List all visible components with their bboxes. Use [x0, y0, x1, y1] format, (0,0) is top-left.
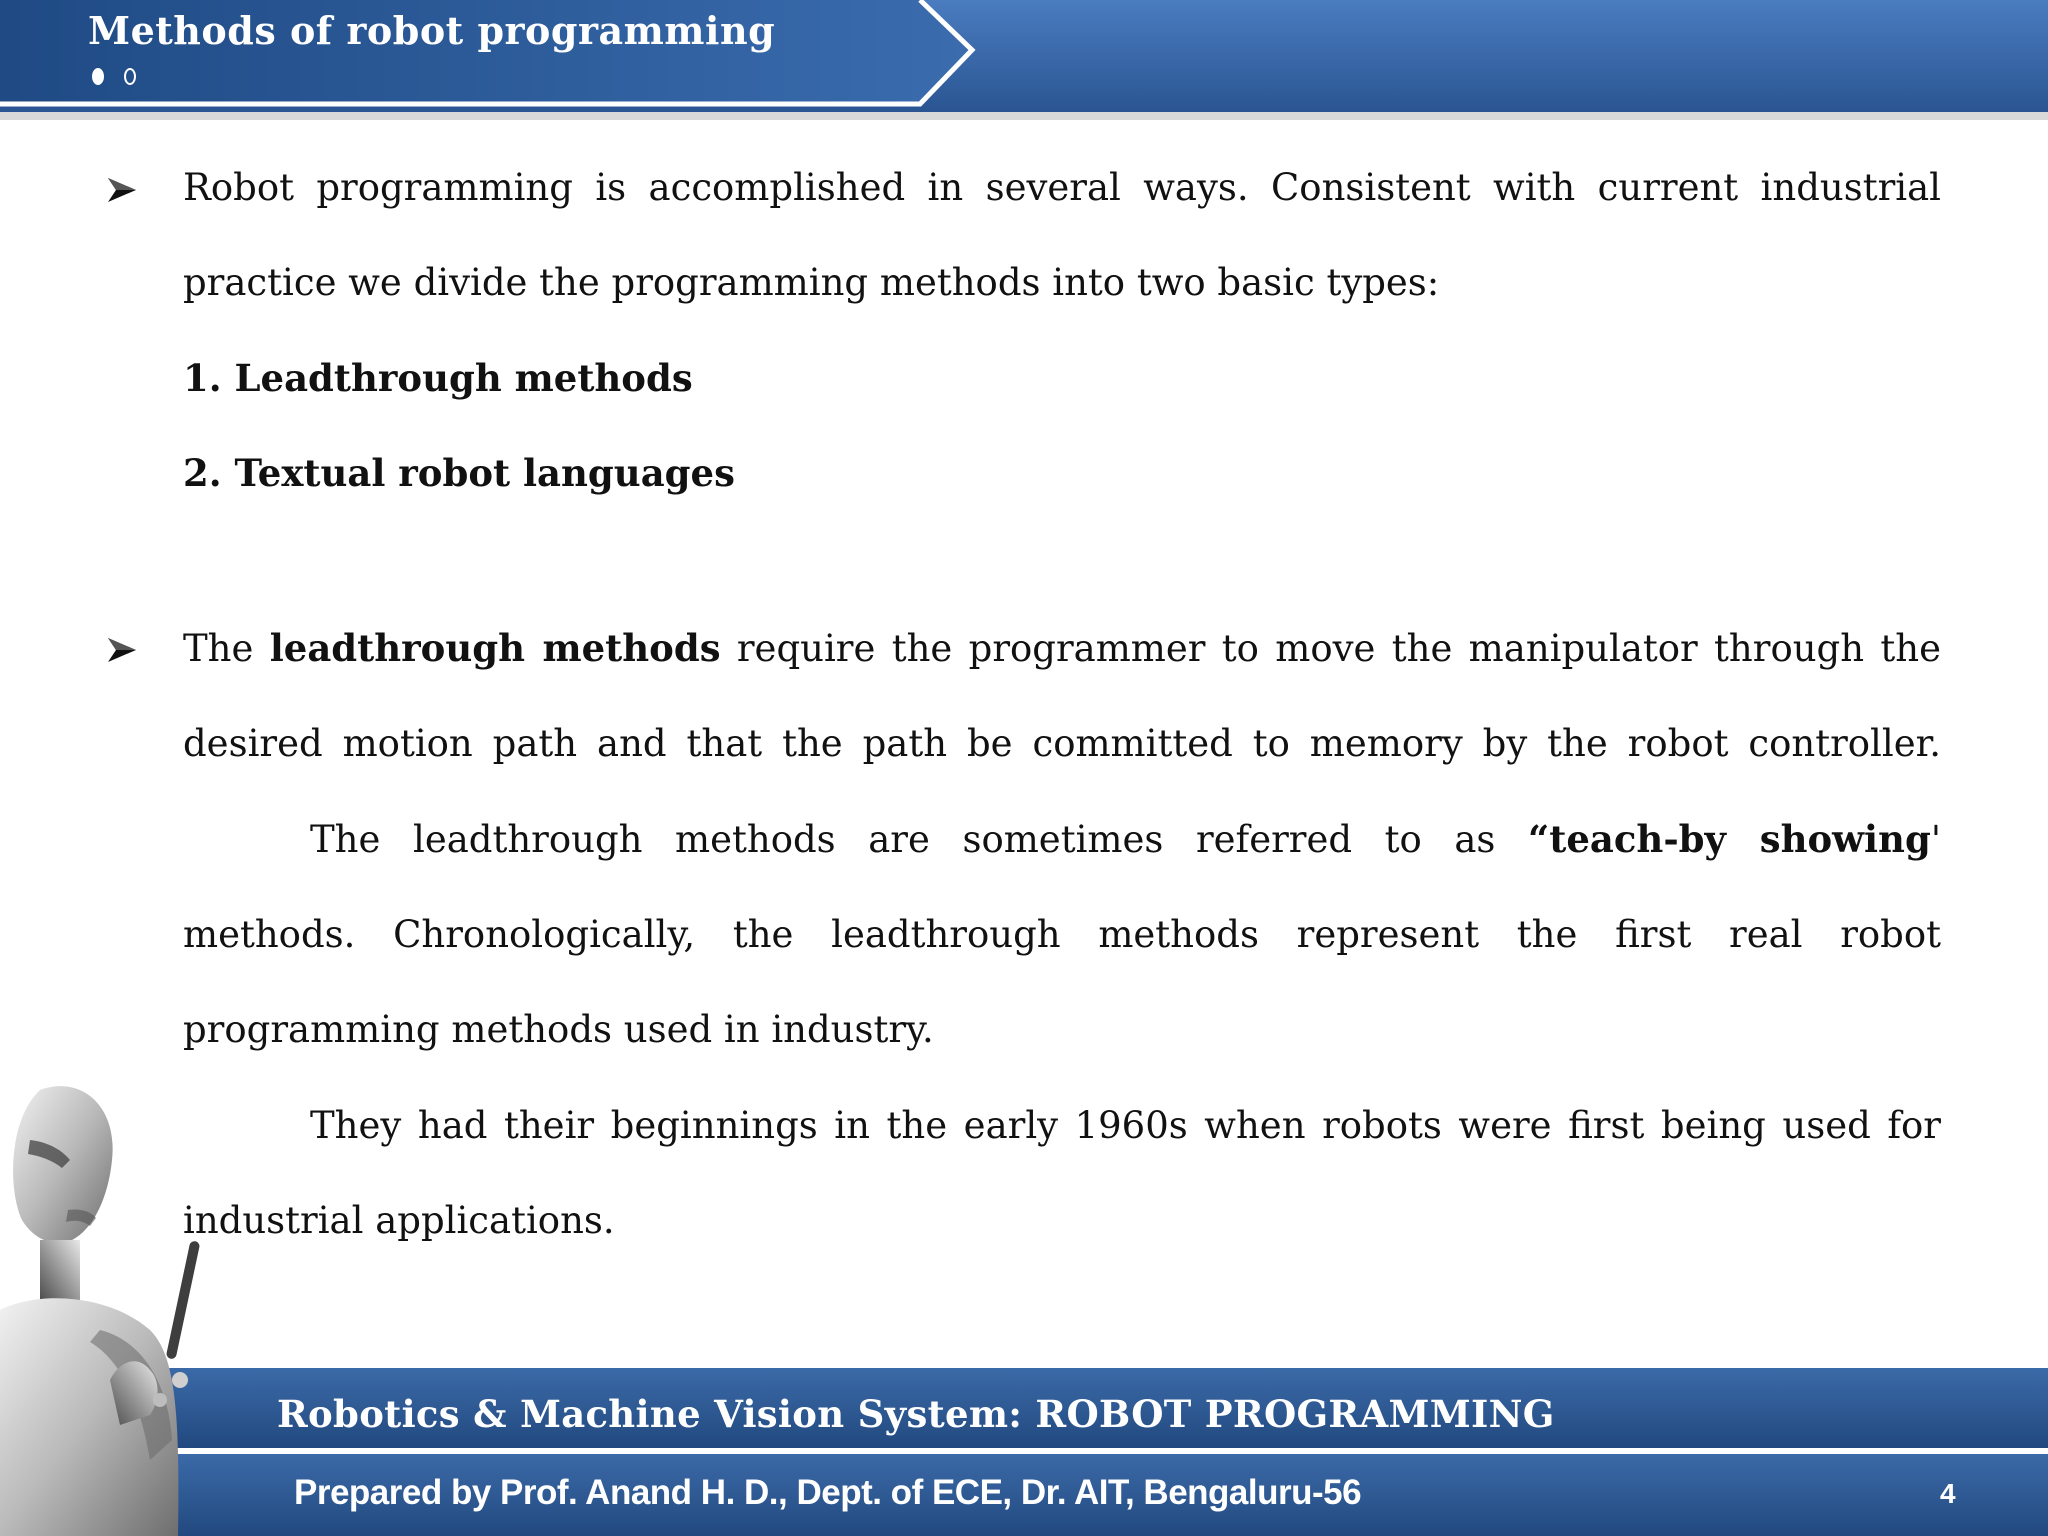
bullet1-line2: practice we divide the programming methods into two basic types:: [183, 261, 1440, 304]
arrowhead-bullet-icon: [104, 172, 140, 208]
arrowhead-bullet-icon: [104, 632, 140, 668]
bullet2-line6: They had their beginnings in the early 1960s when robots were first being used for: [310, 1104, 1941, 1147]
emphasis-leadthrough: leadthrough methods: [269, 626, 721, 670]
text-run: require the programmer to move the manipulator through the: [720, 627, 1941, 670]
slide-number: 4: [1940, 1478, 1956, 1509]
text-run: The leadthrough methods are sometimes referred to as: [310, 818, 1528, 861]
bullet1-line1: Robot programming is accomplished in several ways. Consistent with current industrial: [183, 166, 1941, 209]
emphasis-teach-by-showing: “teach-by showing: [1528, 817, 1931, 861]
method-item-textual: 2. Textual robot languages: [183, 451, 735, 495]
bullet2-line1: [183, 624, 1941, 672]
method-item-leadthrough: 1. Leadthrough methods: [183, 356, 693, 400]
text-run: ': [1930, 818, 1942, 861]
page-title: Methods of robot programming: [88, 8, 776, 53]
course-title: Robotics & Machine Vision System: ROBOT PROGRAMMING: [277, 1392, 1555, 1436]
bullet2-line2: desired motion path and that the path be committed to memory by the robot controller.: [183, 722, 1941, 765]
bullet2-line4: methods. Chronologically, the leadthrough methods represent the first real robot: [183, 913, 1941, 956]
text-run: The: [183, 627, 270, 670]
bullet2-line3: [310, 815, 1941, 863]
robot-illustration: [0, 1080, 240, 1536]
bullet2-line5: programming methods used in industry.: [183, 1008, 934, 1051]
bullet2-line7: industrial applications.: [183, 1199, 615, 1242]
author-credit: Prepared by Prof. Anand H. D., Dept. of ECE, Dr. AIT, Bengaluru-56: [294, 1473, 1362, 1512]
